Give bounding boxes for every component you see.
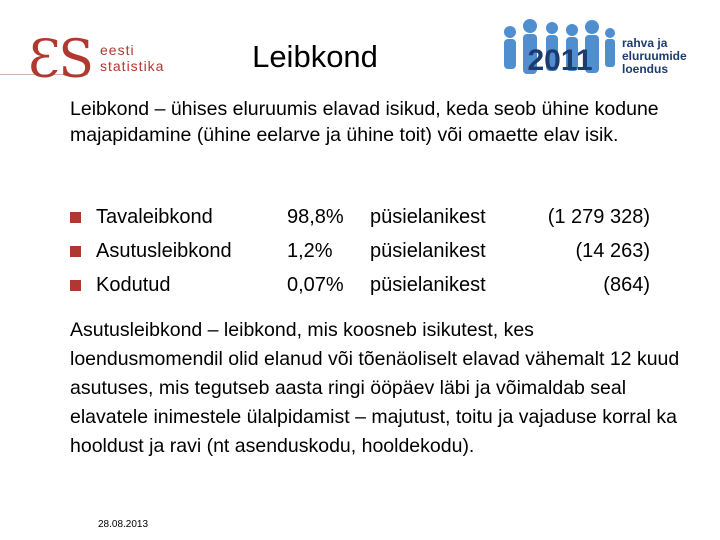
stat-percent: 1,2% <box>287 240 333 262</box>
statistics-estonia-logo <box>28 30 198 100</box>
stat-count: (864) <box>603 274 650 296</box>
svg-text:2011: 2011 <box>527 44 593 77</box>
stat-description: püsielanikest <box>370 240 486 262</box>
census-2011-logo <box>500 18 620 88</box>
intro-term: Leibkond <box>70 98 150 120</box>
stat-percent: 98,8% <box>287 206 344 228</box>
stat-name: Asutusleibkond <box>96 240 232 262</box>
household-stats-list <box>70 201 660 303</box>
stat-row <box>70 235 660 269</box>
page-title: Leibkond <box>252 39 378 74</box>
bullet-square-icon <box>70 246 81 257</box>
stat-name: Tavaleibkond <box>96 206 213 228</box>
bullet-square-icon <box>70 212 81 223</box>
stat-description: püsielanikest <box>370 206 486 228</box>
stat-row <box>70 201 660 235</box>
bullet-square-icon <box>70 280 81 291</box>
footer-date: 28.08.2013 <box>98 519 149 530</box>
definition-paragraph: Asutusleibkond – leibkond, mis koosneb isikutest, kes loendusmomendil olid elanud või tõenäoliselt elavad vähemalt 12 kuud asutuses, mis tegutseb aasta ringi ööpäev läbi ja võimaldab seal elavatele inimestele ülalpidamist – majutust, toitu ja vajaduse korral ka hooldust ja ravi (nt asenduskodu, hooldekodu). <box>70 319 680 457</box>
stat-name: Kodutud <box>96 274 171 296</box>
es-logo-mark: ƐS <box>28 30 93 90</box>
stat-row <box>70 269 660 303</box>
intro-paragraph <box>70 96 690 148</box>
es-logo-text: eesti statistika <box>100 42 165 74</box>
stat-description: püsielanikest <box>370 274 486 296</box>
stat-percent: 0,07% <box>287 274 344 296</box>
intro-text: – ühises eluruumis elavad isikud, keda seob ühine kodune majapidamine (ühine eelarve ja ühine toit) või omaette elav isik. <box>70 98 659 146</box>
census-logo-text: rahva ja eluruumide loendus <box>622 36 687 76</box>
stat-count: (14 263) <box>575 240 650 262</box>
stat-count: (1 279 328) <box>547 206 650 228</box>
